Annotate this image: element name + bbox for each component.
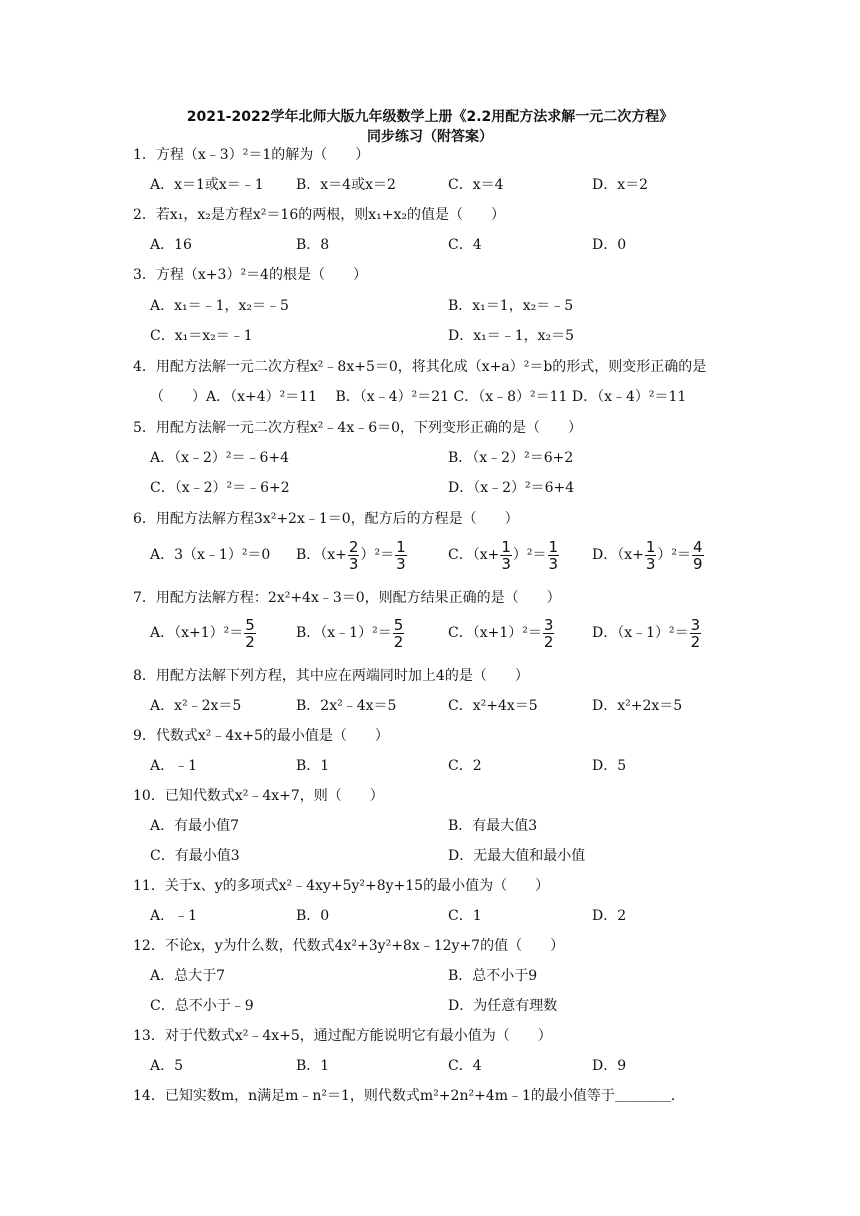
question-13-stem: 13．对于代数式x²﹣4x+5，通过配方能说明它有最小值为（ ） <box>133 1028 552 1044</box>
q6-d-num-2: 4 <box>693 537 703 556</box>
q7-option-d <box>592 613 702 653</box>
q5-option-d: D．（x﹣2）²＝6+4 <box>448 480 575 496</box>
q7-d-pre: D．（x﹣1）²＝ <box>592 625 689 641</box>
q3-option-c: C．x₁＝x₂＝﹣1 <box>150 328 253 344</box>
q7-b-den: 2 <box>393 632 404 651</box>
q12-option-b: B．总不小于9 <box>448 968 538 984</box>
q6-option-b <box>296 535 408 575</box>
q6-c-num-2: 1 <box>548 537 559 556</box>
q7-d-den: 2 <box>690 632 701 651</box>
q11-option-b: B．0 <box>296 908 330 924</box>
question-7-stem: 7．用配方法解方程：2x²+4x﹣3＝0，则配方结果正确的是（ ） <box>133 590 561 606</box>
q1-option-d: D．x＝2 <box>592 177 649 193</box>
question-2-stem: 2．若x₁，x₂是方程x²＝16的两根，则x₁+x₂的值是（ ） <box>133 207 505 223</box>
q7-a-num: 5 <box>245 615 255 634</box>
q2-option-b: B．8 <box>296 237 330 253</box>
q7-d-num: 3 <box>690 615 701 634</box>
q6-a-text: A．3（x﹣1）²＝0 <box>150 547 271 563</box>
q9-option-d: D．5 <box>592 758 627 774</box>
q7-b-pre: B．（x﹣1）²＝ <box>296 625 392 641</box>
question-3-stem: 3．方程（x+3）²＝4的根是（ ） <box>133 267 367 283</box>
q7-a-den: 2 <box>245 632 255 651</box>
q9-option-a: A．﹣1 <box>150 758 198 774</box>
q6-option-a <box>150 535 270 575</box>
q6-c-num-1: 1 <box>501 537 511 556</box>
q10-option-d: D．无最大值和最小值 <box>448 848 586 864</box>
q11-option-c: C．1 <box>448 908 482 924</box>
q7-b-num: 5 <box>393 615 404 634</box>
q10-option-c: C．有最小值3 <box>150 848 240 864</box>
q7-c-den: 2 <box>543 632 554 651</box>
q8-option-c: C．x²+4x＝5 <box>448 698 538 714</box>
q3-option-b: B．x₁＝1，x₂＝﹣5 <box>448 298 574 314</box>
q8-option-d: D．x²+2x＝5 <box>592 698 683 714</box>
q7-option-a <box>150 613 257 653</box>
q5-option-c: C．（x﹣2）²＝﹣6+2 <box>150 480 290 496</box>
q8-option-b: B．2x²﹣4x＝5 <box>296 698 397 714</box>
q12-option-a: A．总大于7 <box>150 968 226 984</box>
q6-d-fraction-1 <box>645 539 657 572</box>
q13-option-b: B．1 <box>296 1058 330 1074</box>
question-1-stem: 1．方程（x﹣3）²＝1的解为（ ） <box>133 147 370 163</box>
q6-c-den-2: 3 <box>548 554 559 573</box>
q9-option-c: C．2 <box>448 758 482 774</box>
q6-d-fraction-2 <box>692 539 704 572</box>
q1-option-b: B．x＝4或x＝2 <box>296 177 396 193</box>
q6-c-mid: ）²＝ <box>512 547 547 563</box>
q6-c-fraction-2 <box>548 539 560 572</box>
q6-option-c <box>448 535 560 575</box>
q3-option-a: A．x₁＝﹣1，x₂＝﹣5 <box>150 298 289 314</box>
q6-d-num-1: 1 <box>645 537 656 556</box>
q13-option-a: A．5 <box>150 1058 184 1074</box>
q7-c-fraction <box>543 617 555 650</box>
question-11-stem: 11．关于x、y的多项式x²﹣4xy+5y²+8y+15的最小值为（ ） <box>133 878 550 894</box>
q6-b-fraction-2 <box>395 539 407 572</box>
question-6-stem: 6．用配方法解方程3x²+2x﹣1＝0，配方后的方程是（ ） <box>133 511 519 527</box>
document-title: 2021-2022学年北师大版九年级数学上册《2.2用配方法求解一元二次方程》 <box>186 109 674 125</box>
q13-option-c: C．4 <box>448 1058 482 1074</box>
q6-b-num-2: 1 <box>396 537 406 556</box>
q6-c-pre: C．（x+ <box>448 547 500 563</box>
q7-d-fraction <box>690 617 702 650</box>
q6-b-fraction-1 <box>348 539 360 572</box>
question-12-stem: 12．不论x，y为什么数，代数式4x²+3y²+8x﹣12y+7的值（ ） <box>133 938 565 954</box>
q6-b-mid: ）²＝ <box>360 547 395 563</box>
document-subtitle: 同步练习（附答案） <box>367 129 493 145</box>
q3-option-d: D．x₁＝﹣1，x₂＝5 <box>448 328 575 344</box>
question-14-stem: 14．已知实数m，n满足m﹣n²＝1，则代数式m²+2n²+4m﹣1的最小值等于＿＿＿＿． <box>133 1088 685 1104</box>
q7-c-num: 3 <box>543 615 554 634</box>
question-9-stem: 9．代数式x²﹣4x+5的最小值是（ ） <box>133 728 389 744</box>
q7-option-b <box>296 613 405 653</box>
q11-option-d: D．2 <box>592 908 627 924</box>
q10-option-b: B．有最大值3 <box>448 818 538 834</box>
q1-option-c: C．x＝4 <box>448 177 504 193</box>
question-5-stem: 5．用配方法解一元二次方程x²﹣4x﹣6＝0，下列变形正确的是（ ） <box>133 420 583 436</box>
q6-b-den-2: 3 <box>396 554 406 573</box>
q7-option-c <box>448 613 555 653</box>
q2-option-d: D．0 <box>592 237 627 253</box>
q6-b-pre: B．（x+ <box>296 547 347 563</box>
q7-b-fraction <box>393 617 405 650</box>
q6-c-den-1: 3 <box>501 554 511 573</box>
q6-d-den-1: 3 <box>645 554 656 573</box>
q6-d-den-2: 9 <box>693 554 703 573</box>
q2-option-a: A．16 <box>150 237 192 253</box>
q4-options-line: （ ）A．（x+4）²＝11 B．（x﹣4）²＝21 C．（x﹣8）²＝11 D．（x﹣4）²＝11 <box>150 389 687 405</box>
q10-option-a: A．有最小值7 <box>150 818 240 834</box>
question-4-stem: 4．用配方法解一元二次方程x²﹣8x+5＝0，将其化成（x+a）²＝b的形式，则变形正确的是 <box>133 359 707 375</box>
q6-b-den-1: 3 <box>348 554 359 573</box>
q6-d-pre: D．（x+ <box>592 547 644 563</box>
q6-c-fraction-1 <box>500 539 512 572</box>
q6-b-num-1: 2 <box>348 537 359 556</box>
q9-option-b: B．1 <box>296 758 330 774</box>
q7-c-pre: C．（x+1）²＝ <box>448 625 542 641</box>
q1-option-a: A．x＝1或x＝﹣1 <box>150 177 264 193</box>
q11-option-a: A．﹣1 <box>150 908 198 924</box>
q7-a-pre: A．（x+1）²＝ <box>150 625 244 641</box>
q5-option-b: B．（x﹣2）²＝6+2 <box>448 450 574 466</box>
q8-option-a: A．x²﹣2x＝5 <box>150 698 242 714</box>
q12-option-d: D．为任意有理数 <box>448 998 558 1014</box>
q6-d-mid: ）²＝ <box>657 547 692 563</box>
q12-option-c: C．总不小于﹣9 <box>150 998 254 1014</box>
q6-option-d <box>592 535 705 575</box>
q5-option-a: A．（x﹣2）²＝﹣6+4 <box>150 450 290 466</box>
question-10-stem: 10．已知代数式x²﹣4x+7，则（ ） <box>133 788 384 804</box>
q13-option-d: D．9 <box>592 1058 627 1074</box>
q2-option-c: C．4 <box>448 237 482 253</box>
q7-a-fraction <box>244 617 256 650</box>
question-8-stem: 8．用配方法解下列方程，其中应在两端同时加上4的是（ ） <box>133 668 529 684</box>
